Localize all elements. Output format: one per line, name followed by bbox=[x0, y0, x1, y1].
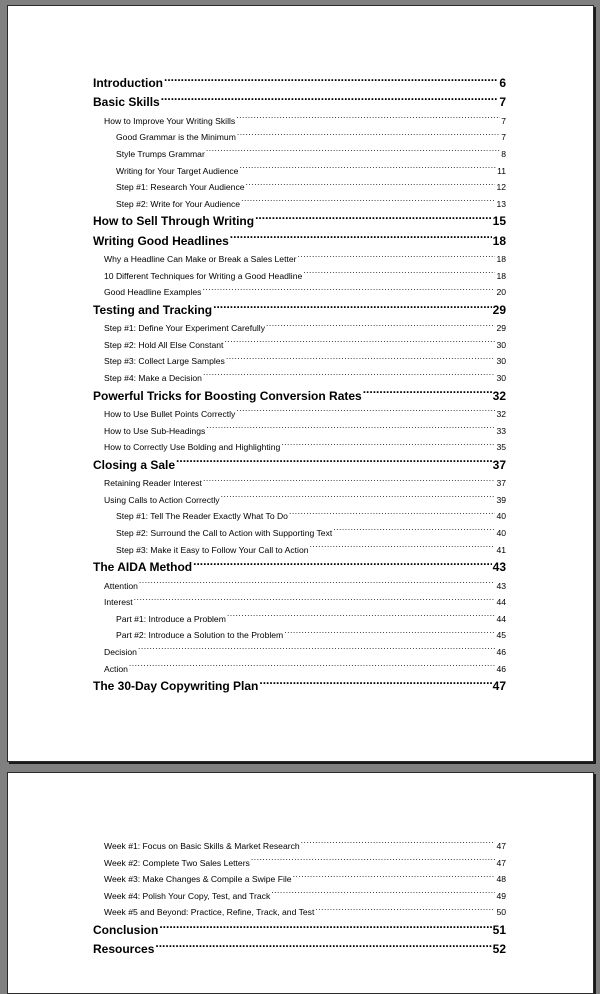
dot-leader bbox=[193, 559, 492, 571]
toc-entry-title: Week #5 and Beyond: Practice, Refine, Track, and Test bbox=[104, 907, 315, 918]
toc-entry-title: Part #1: Introduce a Problem bbox=[116, 613, 226, 624]
toc-entry[interactable] bbox=[93, 888, 506, 905]
toc-entry-page-number: 40 bbox=[496, 528, 506, 539]
dot-leader bbox=[281, 442, 495, 451]
dot-leader bbox=[139, 580, 496, 589]
toc-entry[interactable] bbox=[93, 320, 506, 337]
toc-entry-page-number: 33 bbox=[496, 425, 506, 436]
toc-entry-title: Week #4: Polish Your Copy, Test, and Track bbox=[104, 890, 271, 901]
toc-entry-title: 10 Different Techniques for Writing a Good Headline bbox=[104, 270, 303, 281]
toc-entry-title: Step #1: Tell The Reader Exactly What To Do bbox=[116, 511, 288, 522]
toc-entry-title: Writing Good Headlines bbox=[93, 233, 229, 248]
toc-entry[interactable] bbox=[93, 113, 506, 130]
dot-leader bbox=[236, 408, 495, 417]
toc-entry-page-number: 6 bbox=[499, 76, 506, 90]
toc-entry-page-number: 12 bbox=[496, 182, 506, 193]
toc-entry-page-number: 32 bbox=[492, 388, 506, 403]
toc-entry[interactable] bbox=[93, 370, 506, 387]
toc-entry-page-number: 32 bbox=[496, 409, 506, 420]
toc-entry-page-number: 15 bbox=[492, 214, 506, 229]
toc-entry[interactable] bbox=[93, 508, 506, 525]
dot-leader bbox=[203, 478, 496, 487]
toc-entry-page-number: 29 bbox=[492, 302, 506, 317]
dot-leader bbox=[159, 922, 491, 934]
toc-entry[interactable] bbox=[93, 855, 506, 872]
toc-entry[interactable] bbox=[93, 578, 506, 595]
toc-entry[interactable] bbox=[93, 251, 506, 268]
document-page-1 bbox=[7, 5, 594, 762]
toc-entry-page-number: 30 bbox=[496, 373, 506, 384]
dot-leader bbox=[301, 840, 496, 849]
toc-entry-title: Why a Headline Can Make or Break a Sales Letter bbox=[104, 254, 297, 265]
toc-entry[interactable] bbox=[93, 921, 506, 940]
toc-entry-title: Step #2: Surround the Call to Action with Supporting Text bbox=[116, 528, 333, 539]
toc-entry[interactable] bbox=[93, 212, 506, 231]
toc-entry-page-number: 7 bbox=[501, 115, 506, 126]
toc-entry[interactable] bbox=[93, 423, 506, 440]
toc-entry-page-number: 45 bbox=[496, 630, 506, 641]
toc-entry[interactable] bbox=[93, 940, 506, 959]
dot-leader bbox=[213, 302, 492, 314]
toc-entry-title: The 30-Day Copywriting Plan bbox=[93, 679, 259, 694]
dot-leader bbox=[271, 890, 495, 899]
dot-leader bbox=[241, 198, 495, 207]
toc-entry-title: How to Improve Your Writing Skills bbox=[104, 115, 236, 126]
toc-entry-page-number: 52 bbox=[492, 942, 506, 957]
toc-entry-title: How to Sell Through Writing bbox=[93, 214, 255, 229]
toc-entry-title: Action bbox=[104, 663, 128, 674]
table-of-contents bbox=[93, 74, 506, 697]
toc-entry-page-number: 8 bbox=[501, 148, 506, 159]
toc-entry-page-number: 48 bbox=[496, 874, 506, 885]
toc-entry-page-number: 18 bbox=[492, 233, 506, 248]
toc-entry-title: Step #1: Research Your Audience bbox=[116, 182, 245, 193]
toc-entry[interactable] bbox=[93, 179, 506, 196]
dot-leader bbox=[236, 115, 500, 124]
toc-entry[interactable] bbox=[93, 284, 506, 301]
dot-leader bbox=[226, 356, 496, 365]
toc-entry-page-number: 40 bbox=[496, 511, 506, 522]
dot-leader bbox=[134, 597, 496, 606]
dot-leader bbox=[164, 75, 498, 87]
toc-entry[interactable] bbox=[93, 558, 506, 577]
dot-leader bbox=[239, 165, 496, 174]
toc-entry[interactable] bbox=[93, 387, 506, 406]
toc-entry-title: Week #2: Complete Two Sales Letters bbox=[104, 857, 250, 868]
toc-entry-title: Good Headline Examples bbox=[104, 287, 202, 298]
toc-entry-page-number: 41 bbox=[496, 544, 506, 555]
toc-entry-title: Conclusion bbox=[93, 922, 159, 937]
toc-entry[interactable] bbox=[93, 353, 506, 370]
dot-leader bbox=[251, 857, 496, 866]
toc-entry-title: Good Grammar is the Minimum bbox=[116, 132, 236, 143]
toc-entry-page-number: 7 bbox=[499, 95, 506, 110]
toc-entry[interactable] bbox=[93, 627, 506, 644]
toc-entry[interactable] bbox=[93, 301, 506, 320]
document-page-2 bbox=[7, 772, 594, 994]
dot-leader bbox=[298, 254, 496, 263]
toc-entry[interactable] bbox=[93, 611, 506, 628]
dot-leader bbox=[255, 213, 492, 225]
toc-entry-title: Powerful Tricks for Boosting Conversion Rates bbox=[93, 388, 362, 403]
dot-leader bbox=[129, 663, 496, 672]
toc-entry-title: Step #1: Define Your Experiment Carefully bbox=[104, 323, 265, 334]
toc-entry-title: Week #3: Make Changes & Compile a Swipe File bbox=[104, 874, 292, 885]
toc-entry-title: Decision bbox=[104, 646, 137, 657]
toc-entry-title: The AIDA Method bbox=[93, 560, 193, 575]
toc-entry-page-number: 51 bbox=[492, 922, 506, 937]
dot-leader bbox=[266, 323, 495, 332]
dot-leader bbox=[176, 457, 492, 469]
dot-leader bbox=[363, 388, 492, 400]
toc-entry-page-number: 49 bbox=[496, 890, 506, 901]
toc-entry-title: Basic Skills bbox=[93, 95, 160, 110]
toc-entry-title: How to Use Bullet Points Correctly bbox=[104, 409, 236, 420]
toc-entry[interactable] bbox=[93, 492, 506, 509]
toc-entry[interactable] bbox=[93, 93, 506, 112]
toc-entry-page-number: 35 bbox=[496, 442, 506, 453]
toc-entry-page-number: 46 bbox=[496, 663, 506, 674]
toc-entry[interactable] bbox=[93, 74, 506, 93]
toc-entry[interactable] bbox=[93, 232, 506, 251]
dot-leader bbox=[227, 613, 496, 622]
dot-leader bbox=[155, 941, 491, 953]
toc-entry-page-number: 47 bbox=[496, 841, 506, 851]
toc-entry-title: Testing and Tracking bbox=[93, 302, 213, 317]
dot-leader bbox=[206, 148, 500, 157]
toc-entry-title: Attention bbox=[104, 580, 138, 591]
toc-entry[interactable] bbox=[93, 439, 506, 456]
toc-entry[interactable] bbox=[93, 163, 506, 180]
dot-leader bbox=[310, 544, 496, 553]
toc-entry-page-number: 11 bbox=[497, 165, 506, 176]
toc-entry-page-number: 18 bbox=[496, 254, 506, 265]
toc-entry[interactable] bbox=[93, 475, 506, 492]
toc-entry-page-number: 7 bbox=[501, 132, 506, 143]
toc-entry[interactable] bbox=[93, 268, 506, 285]
toc-entry-page-number: 47 bbox=[492, 679, 506, 694]
toc-entry[interactable] bbox=[93, 838, 506, 855]
toc-entry-title: Step #3: Make it Easy to Follow Your Call to Action bbox=[116, 544, 309, 555]
toc-entry[interactable] bbox=[93, 525, 506, 542]
toc-entry[interactable] bbox=[93, 904, 506, 921]
toc-entry-title: Resources bbox=[93, 942, 155, 957]
dot-leader bbox=[138, 646, 495, 655]
toc-entry-title: How to Correctly Use Bolding and Highlighting bbox=[104, 442, 281, 453]
toc-entry-page-number: 30 bbox=[496, 356, 506, 367]
dot-leader bbox=[315, 907, 495, 916]
toc-entry-title: How to Use Sub-Headings bbox=[104, 425, 206, 436]
toc-entry-page-number: 50 bbox=[496, 907, 506, 918]
toc-entry-page-number: 37 bbox=[496, 478, 506, 489]
toc-entry[interactable] bbox=[93, 456, 506, 475]
toc-entry-page-number: 46 bbox=[496, 646, 506, 657]
toc-entry-page-number: 47 bbox=[496, 857, 506, 868]
dot-leader bbox=[224, 339, 495, 348]
toc-entry-title: Step #2: Hold All Else Constant bbox=[104, 339, 224, 350]
toc-entry[interactable] bbox=[93, 542, 506, 559]
toc-entry-page-number: 29 bbox=[496, 323, 506, 334]
toc-entry[interactable] bbox=[93, 661, 506, 678]
toc-entry[interactable] bbox=[93, 146, 506, 163]
dot-leader bbox=[284, 630, 495, 639]
toc-entry-page-number: 44 bbox=[496, 613, 506, 624]
dot-leader bbox=[303, 270, 495, 279]
toc-entry-title: Writing for Your Target Audience bbox=[116, 165, 239, 176]
toc-entry-title: Interest bbox=[104, 597, 133, 608]
toc-entry-page-number: 43 bbox=[492, 560, 506, 575]
toc-entry-title: Using Calls to Action Correctly bbox=[104, 494, 220, 505]
dot-leader bbox=[230, 233, 492, 245]
dot-leader bbox=[206, 425, 495, 434]
dot-leader bbox=[202, 287, 495, 296]
toc-entry-title: Step #2: Write for Your Audience bbox=[116, 198, 241, 209]
toc-entry[interactable] bbox=[93, 337, 506, 354]
dot-leader bbox=[289, 511, 495, 520]
toc-entry-page-number: 30 bbox=[496, 339, 506, 350]
toc-entry-title: Part #2: Introduce a Solution to the Problem bbox=[116, 630, 284, 641]
toc-entry-page-number: 44 bbox=[496, 597, 506, 608]
toc-entry-title: Step #4: Make a Decision bbox=[104, 373, 202, 384]
toc-entry[interactable] bbox=[93, 129, 506, 146]
toc-entry-title: Step #3: Collect Large Samples bbox=[104, 356, 225, 367]
toc-entry-title: Retaining Reader Interest bbox=[104, 478, 202, 489]
toc-entry-page-number: 39 bbox=[496, 494, 506, 505]
toc-entry[interactable] bbox=[93, 677, 506, 696]
dot-leader bbox=[246, 182, 496, 191]
dot-leader bbox=[161, 94, 499, 106]
dot-leader bbox=[333, 527, 495, 536]
toc-entry-page-number: 13 bbox=[496, 198, 506, 209]
toc-entry-page-number: 37 bbox=[492, 457, 506, 472]
toc-entry[interactable] bbox=[93, 871, 506, 888]
toc-entry[interactable] bbox=[93, 196, 506, 213]
toc-entry-title: Style Trumps Grammar bbox=[116, 148, 205, 159]
toc-entry-title: Week #1: Focus on Basic Skills & Market Research bbox=[104, 841, 300, 851]
dot-leader bbox=[203, 372, 496, 381]
toc-entry[interactable] bbox=[93, 406, 506, 423]
toc-entry[interactable] bbox=[93, 644, 506, 661]
dot-leader bbox=[237, 132, 500, 141]
dot-leader bbox=[221, 494, 496, 503]
table-of-contents-continued bbox=[93, 838, 506, 960]
toc-entry-page-number: 18 bbox=[496, 270, 506, 281]
dot-leader bbox=[259, 678, 491, 690]
toc-entry[interactable] bbox=[93, 594, 506, 611]
toc-entry-title: Closing a Sale bbox=[93, 457, 176, 472]
toc-entry-title: Introduction bbox=[93, 76, 163, 90]
toc-entry-page-number: 20 bbox=[496, 287, 506, 298]
dot-leader bbox=[293, 874, 496, 883]
toc-entry-page-number: 43 bbox=[496, 580, 506, 591]
